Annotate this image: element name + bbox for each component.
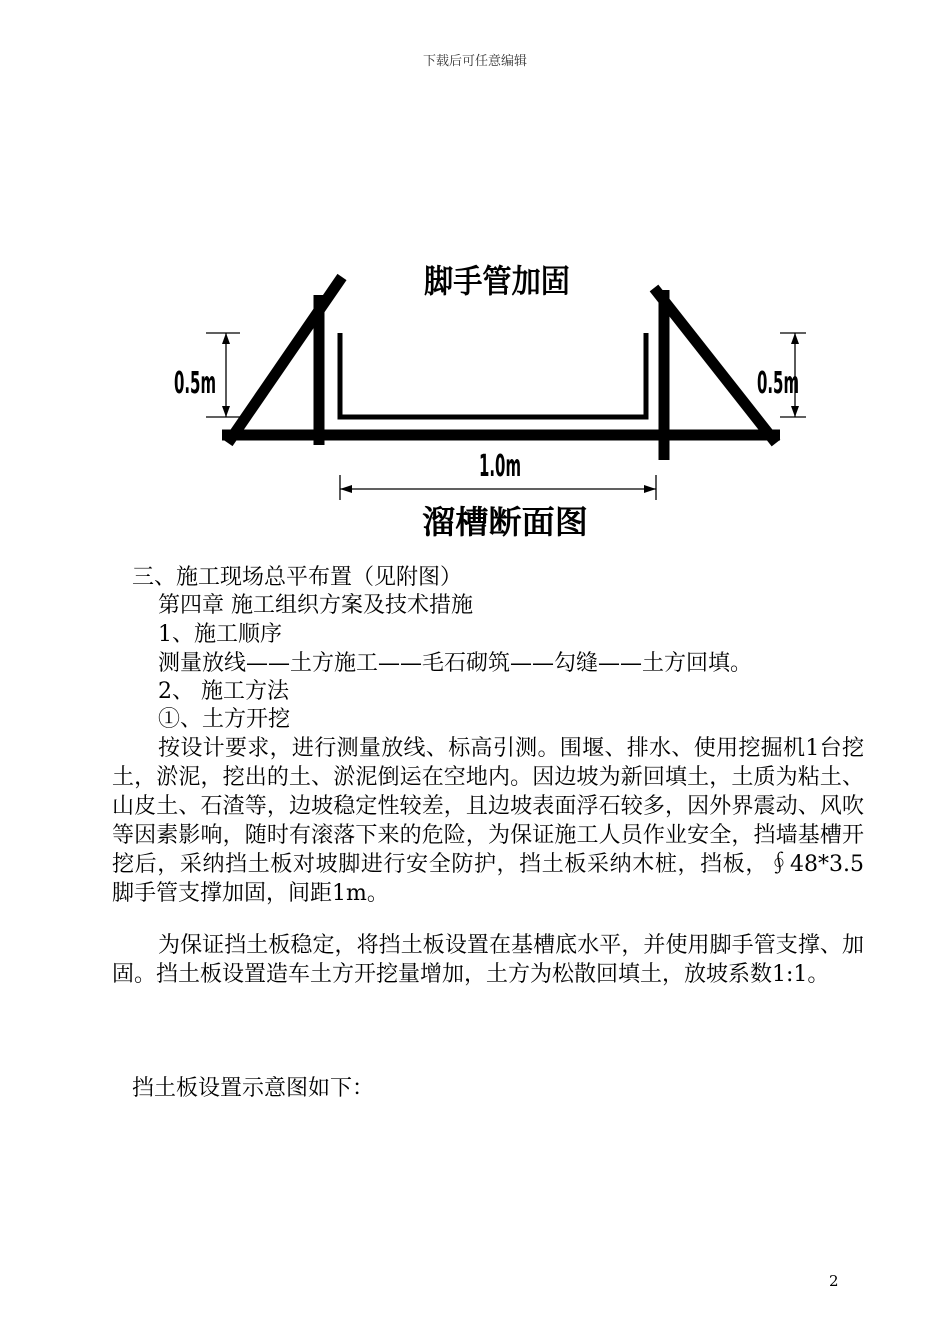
excavation-paragraph: 按设计要求，进行测量放线、标高引测。围堰、排水、使用挖掘机1台挖土，淤泥，挖出的土、淤泥倒运在空地内。因边坡为新回填土，土质为粘土、山皮土、石渣等，边坡稳定性较差，且边坡表面浮石较多，因外界震动、风吹等因素影响，随时有滚落下来的危险，为保证施工人员作业安全，挡墙基槽开挖后，采纳挡土板对坡脚进行安全防护，挡土板采纳木桩，挡板，∮48*3.5脚手管支撑加固，间距1m。 bbox=[112, 736, 864, 906]
diagram-caption: 溜槽断面图 bbox=[422, 503, 588, 541]
diagram-intro: 挡土板设置示意图如下： bbox=[132, 1076, 375, 1101]
width-label: 1.0m bbox=[479, 449, 521, 484]
left-dim-arrow-up bbox=[222, 333, 230, 344]
left-dim-arrow-down bbox=[222, 406, 230, 417]
right-height-label: 0.5m bbox=[757, 366, 799, 401]
subheading-construction-order: 1、施工顺序 bbox=[158, 622, 282, 647]
right-dim-arrow-up bbox=[791, 333, 799, 344]
page-header: 下载后可任意编辑 bbox=[422, 54, 527, 69]
chapter-heading: 第四章 施工组织方案及技术措施 bbox=[158, 593, 473, 618]
diagram-title: 脚手管加固 bbox=[424, 262, 570, 300]
page-number: 2 bbox=[829, 1272, 839, 1290]
subheading-construction-method: 2、 施工方法 bbox=[158, 679, 289, 704]
subheading-earth-excavation: ①、土方开挖 bbox=[158, 707, 291, 732]
left-height-label: 0.5m bbox=[174, 366, 216, 401]
width-dim-arrow-right bbox=[644, 485, 656, 493]
retaining-board-paragraph: 为保证挡土板稳定，将挡土板设置在基槽底水平，并使用脚手管支撑、加固。挡土板设置造车土方开挖量增加，土方为松散回填土，放坡系数1:1。 bbox=[112, 933, 864, 987]
construction-sequence: 测量放线——土方施工——毛石砌筑——勾缝——土方回填。 bbox=[158, 651, 753, 676]
chute-trough bbox=[340, 333, 646, 417]
chute-section-diagram bbox=[0, 0, 950, 560]
left-brace bbox=[228, 277, 342, 443]
width-dim-arrow-left bbox=[340, 485, 352, 493]
right-dim-arrow-down bbox=[791, 406, 799, 417]
section-heading: 三、施工现场总平布置（见附图） bbox=[132, 565, 463, 590]
